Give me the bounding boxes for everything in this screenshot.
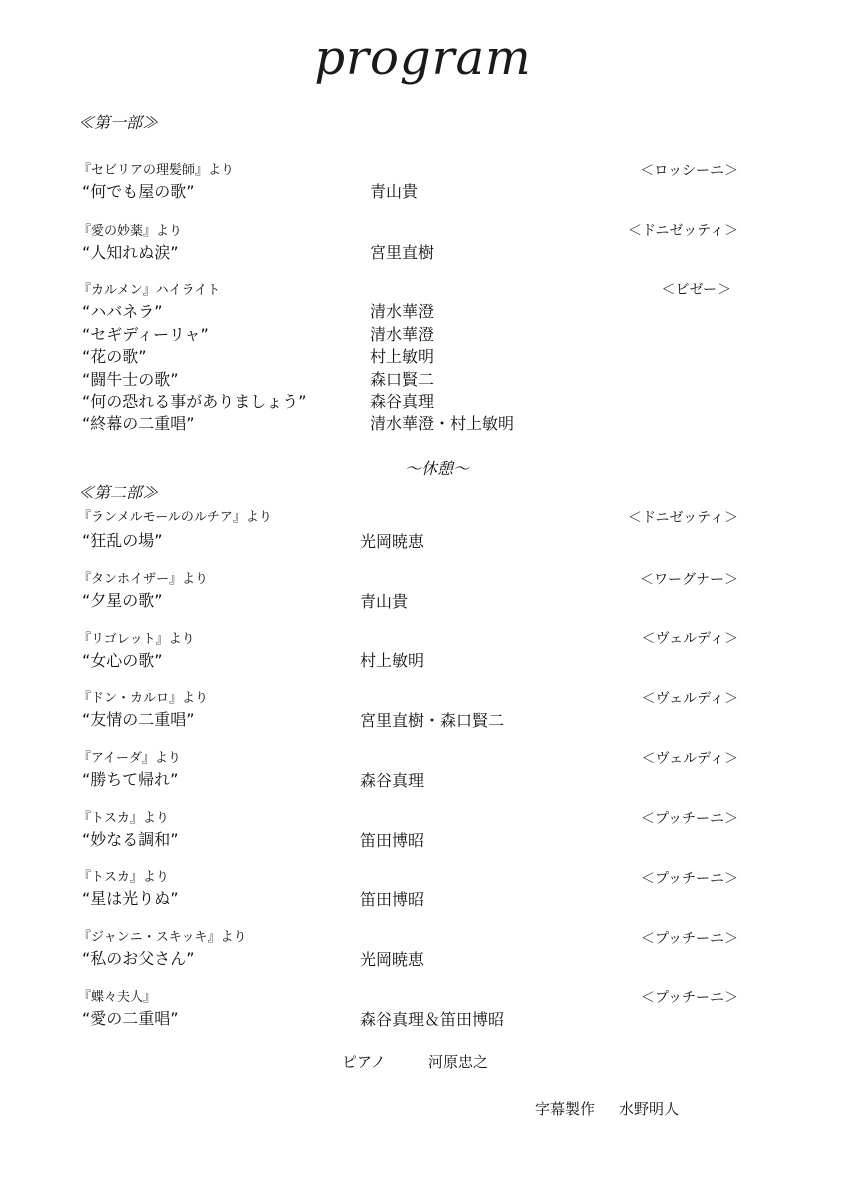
song-title: “セギディーリャ” <box>82 325 209 344</box>
song-title: “夕星の歌” <box>82 591 163 610</box>
song-title: “闘牛士の歌” <box>82 370 179 389</box>
singer-name: 青山貴 <box>370 182 419 201</box>
work-title: 『セビリアの理髪師』より <box>78 163 235 178</box>
singer-name: 宮里直樹・森口賢二 <box>360 711 505 730</box>
work-title: 『ドン・カルロ』より <box>78 691 209 706</box>
work-title: 『リゴレット』より <box>78 632 195 647</box>
work-title: 『ジャンニ・スキッキ』より <box>78 930 247 945</box>
singer-name: 笛田博昭 <box>360 890 425 909</box>
song-title: “何の恐れる事がありましょう” <box>82 392 307 411</box>
singer-name: 青山貴 <box>360 592 409 611</box>
song-title: “女心の歌” <box>82 651 163 670</box>
singer-name: 村上敏明 <box>360 651 425 670</box>
singer-name: 清水華澄 <box>370 325 435 344</box>
work-title: 『トスカ』より <box>78 870 169 885</box>
part2-heading: ≪第二部≫ <box>78 483 159 502</box>
song-title: “妙なる調和” <box>82 830 179 849</box>
part1-heading: ≪第一部≫ <box>78 113 159 132</box>
singer-name: 村上敏明 <box>370 347 435 366</box>
composer-name: ＜ドニゼッティ＞ <box>627 510 738 526</box>
singer-name: 森口賢二 <box>370 370 435 389</box>
singer-name: 光岡暁恵 <box>360 950 425 969</box>
song-title: “何でも屋の歌” <box>82 182 195 201</box>
composer-name: ＜プッチーニ＞ <box>640 871 738 887</box>
singer-name: 森谷真理 <box>370 392 435 411</box>
composer-name: ＜ヴェルディ＞ <box>641 691 738 707</box>
page-title: program <box>314 30 532 86</box>
work-title: 『タンホイザー』より <box>78 572 209 587</box>
composer-name: ＜ヴェルディ＞ <box>641 751 738 767</box>
song-title: “終幕の二重唱” <box>82 414 195 433</box>
composer-name: ＜プッチーニ＞ <box>640 990 738 1006</box>
singer-name: 森谷真理 <box>360 771 425 790</box>
singer-name: 清水華澄・村上敏明 <box>370 414 515 433</box>
song-title: “愛の二重唱” <box>82 1009 179 1028</box>
composer-name: ＜プッチーニ＞ <box>640 811 738 827</box>
singer-name: 宮里直樹 <box>370 243 435 262</box>
work-title: 『ランメルモールのルチア』より <box>78 510 272 525</box>
song-title: “私のお父さん” <box>82 949 195 968</box>
composer-name: ＜ビゼー＞ <box>661 282 731 298</box>
work-title: 『カルメン』ハイライト <box>78 283 221 298</box>
work-title: 『愛の妙薬』より <box>78 224 183 239</box>
singer-name: 森谷真理＆笛田博昭 <box>360 1010 505 1029</box>
song-title: “星は光りぬ” <box>82 889 179 908</box>
composer-name: ＜プッチーニ＞ <box>640 931 738 947</box>
song-title: “勝ちて帰れ” <box>82 770 179 789</box>
work-title: 『蝶々夫人』 <box>78 990 157 1005</box>
composer-name: ＜ロッシーニ＞ <box>640 163 738 179</box>
piano-name: 河原忠之 <box>428 1053 489 1071</box>
piano-role: ピアノ <box>342 1053 386 1071</box>
work-title: 『アイーダ』より <box>78 751 181 766</box>
intermission-label: ～休憩～ <box>405 459 470 478</box>
song-title: “人知れぬ涙” <box>82 243 179 262</box>
singer-name: 光岡暁恵 <box>360 532 425 551</box>
work-title: 『トスカ』より <box>78 811 169 826</box>
song-title: “狂乱の場” <box>82 531 163 550</box>
singer-name: 笛田博昭 <box>360 831 425 850</box>
singer-name: 清水華澄 <box>370 302 435 321</box>
song-title: “ハバネラ” <box>82 302 163 321</box>
song-title: “花の歌” <box>82 347 147 366</box>
composer-name: ＜ワーグナー＞ <box>640 572 738 588</box>
composer-name: ＜ヴェルディ＞ <box>641 631 738 647</box>
subtitles-name: 水野明人 <box>619 1100 680 1118</box>
composer-name: ＜ドニゼッティ＞ <box>627 223 738 239</box>
subtitles-role: 字幕製作 <box>535 1100 596 1118</box>
song-title: “友情の二重唱” <box>82 710 195 729</box>
